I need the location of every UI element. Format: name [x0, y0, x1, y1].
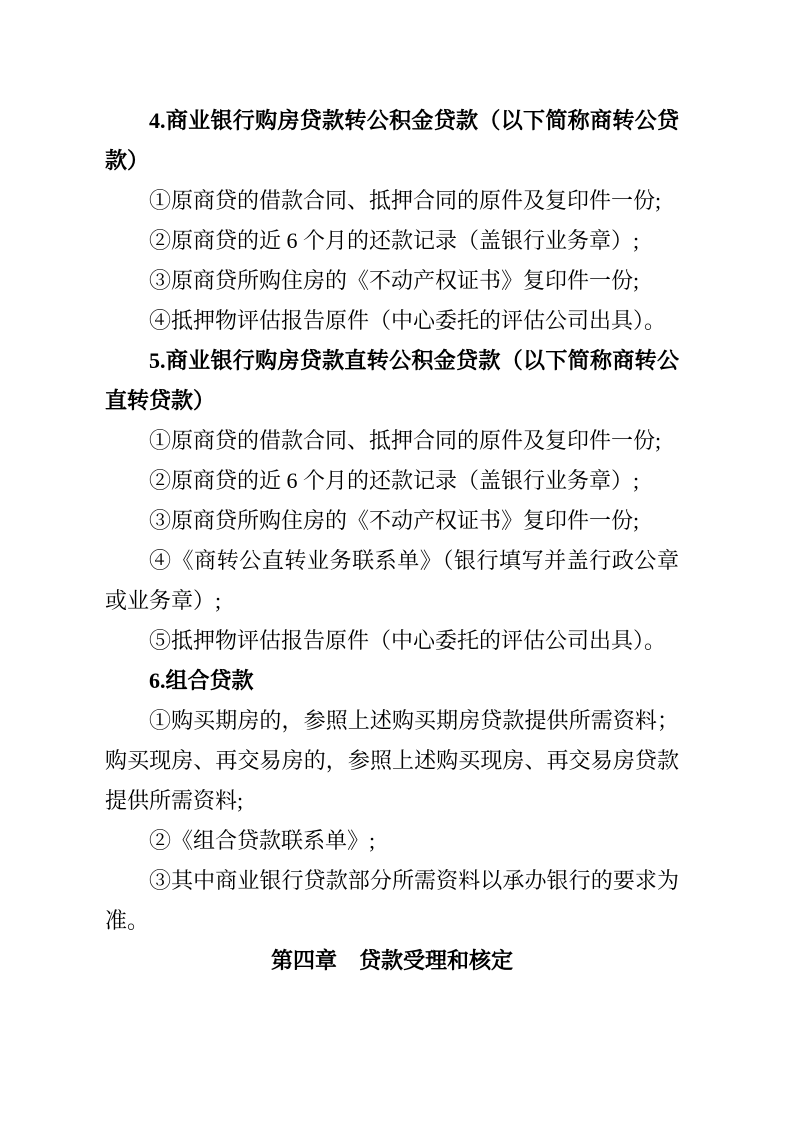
list-item-6-2: ②《组合贷款联系单》;: [149, 828, 376, 853]
list-item-4-4: ④抵押物评估报告原件（中心委托的评估公司出具）。: [149, 308, 667, 333]
list-item-5-2: ②原商贷的近 6 个月的还款记录（盖银行业务章）;: [149, 468, 640, 493]
list-item-4-2: ②原商贷的近 6 个月的还款记录（盖银行业务章）;: [149, 228, 640, 253]
list-item-4-3: ③原商贷所购住房的《不动产权证书》复印件一份;: [149, 268, 640, 293]
list-item-5-1: ①原商贷的借款合同、抵押合同的原件及复印件一份;: [149, 428, 662, 453]
list-item-5-3: ③原商贷所购住房的《不动产权证书》复印件一份;: [149, 508, 640, 533]
list-item-5-5: ⑤抵押物评估报告原件（中心委托的评估公司出具）。: [149, 628, 667, 653]
list-item-4-1: ①原商贷的借款合同、抵押合同的原件及复印件一份;: [149, 188, 662, 213]
heading-item-4: 4.商业银行购房贷款转公积金贷款（以下简称商转公贷款）: [105, 108, 679, 173]
list-item-5-4: ④《商转公直转业务联系单》（银行填写并盖行政公章或业务章）;: [105, 548, 679, 613]
heading-item-6: 6.组合贷款: [149, 668, 254, 693]
list-item-6-1: ①购买期房的，参照上述购买期房贷款提供所需资料；购买现房、再交易房的，参照上述购买现房、再交易房贷款提供所需资料;: [105, 708, 679, 813]
chapter-4-heading: 第四章 贷款受理和核定: [270, 948, 513, 973]
heading-item-5: 5.商业银行购房贷款直转公积金贷款（以下简称商转公直转贷款）: [105, 348, 679, 413]
list-item-6-3: ③其中商业银行贷款部分所需资料以承办银行的要求为准。: [105, 868, 679, 933]
